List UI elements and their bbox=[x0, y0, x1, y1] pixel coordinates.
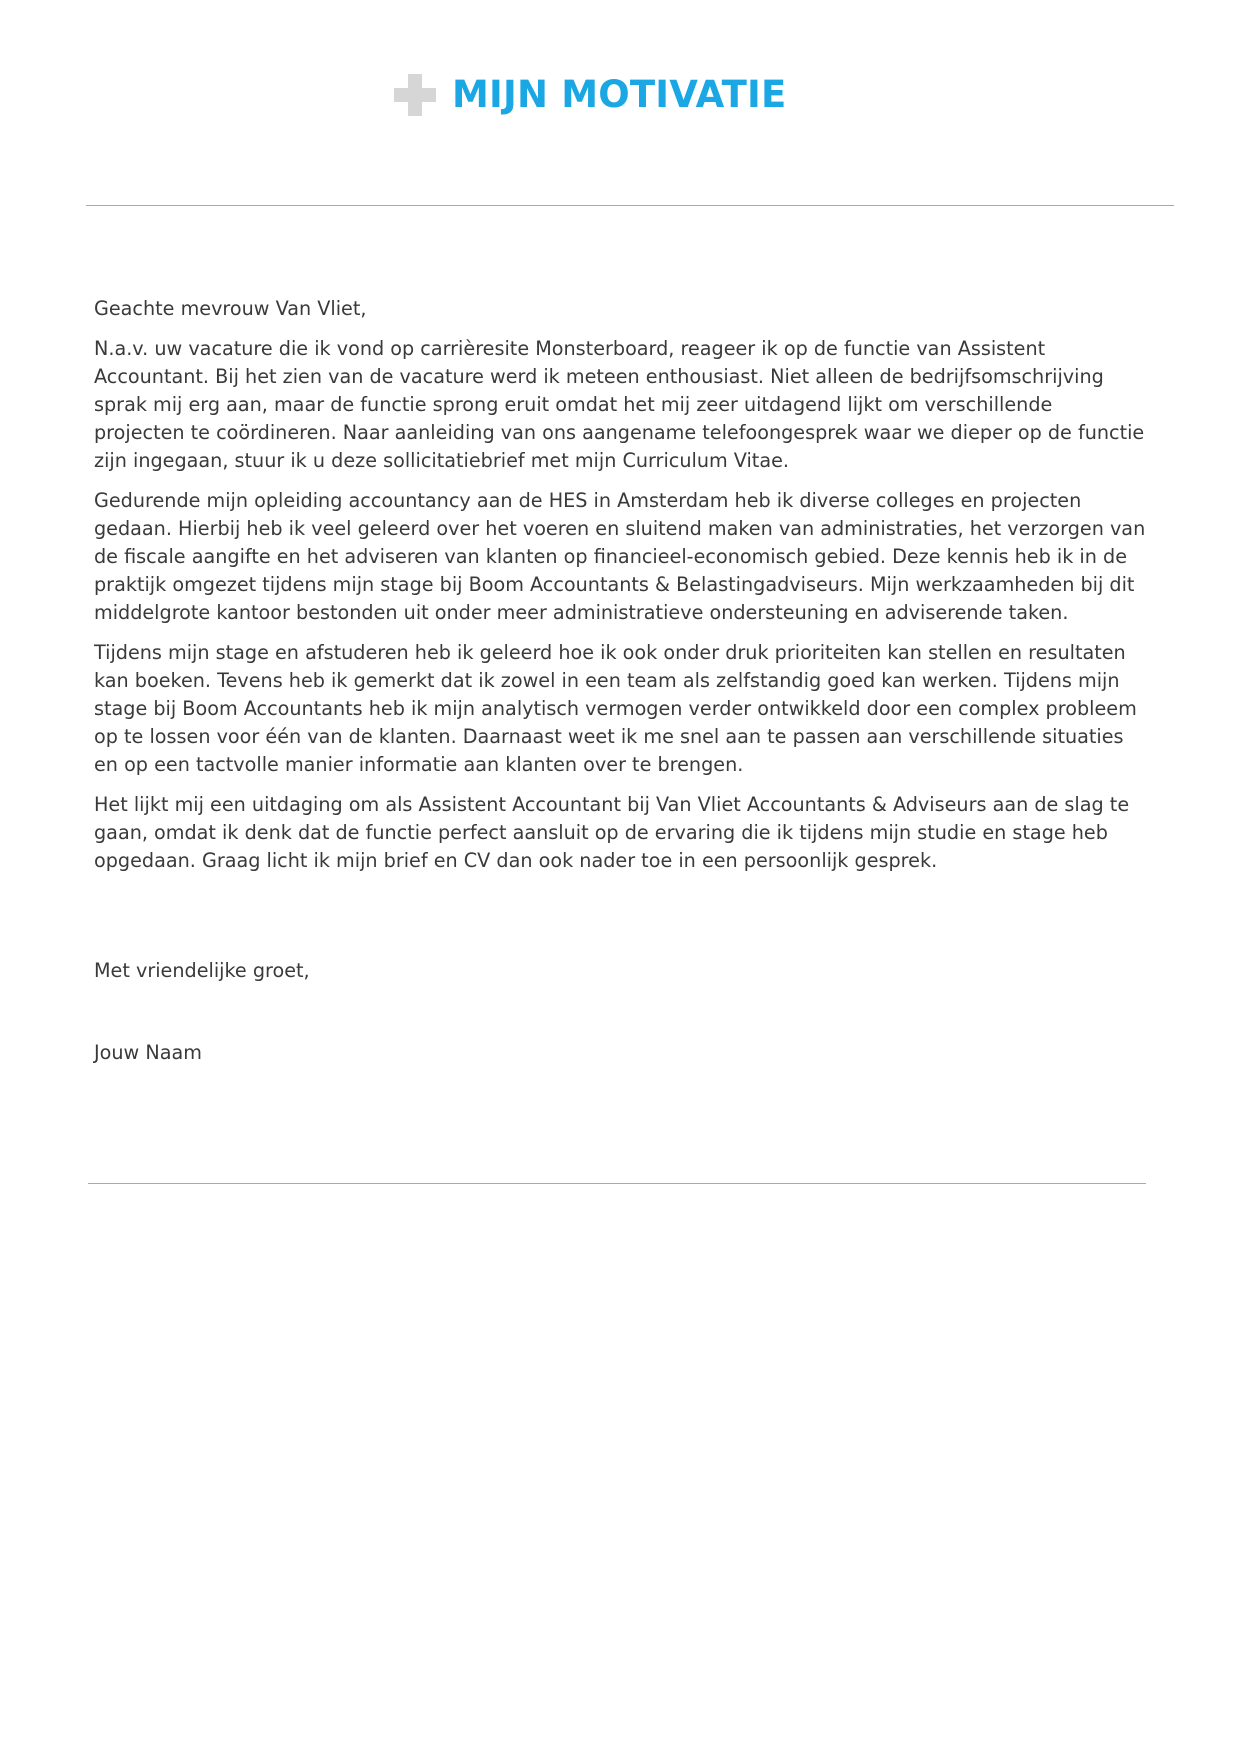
paragraph-3: Tijdens mijn stage en afstuderen heb ik geleerd hoe ik ook onder druk prioriteiten kan stellen en resultaten kan boeken. Tevens heb ik gemerkt dat ik zowel in een team als zelfstandig goed kan werken. Tijdens mijn stage bij Boom Accountants heb ik mijn analytisch vermogen verder ontwikkeld door een complex probleem op te lossen voor één van de klanten. Daarnaast weet ik me snel aan te passen aan verschillende situaties en op een tactvolle manier informatie aan klanten over te brengen. bbox=[94, 641, 1137, 776]
letter-body bbox=[94, 295, 1146, 887]
page-title: MIJN MOTIVATIE bbox=[452, 73, 787, 116]
signature-name: Jouw Naam bbox=[94, 1041, 202, 1064]
cross-icon bbox=[394, 74, 436, 116]
header bbox=[0, 66, 1240, 126]
paragraph-2: Gedurende mijn opleiding accountancy aan de HES in Amsterdam heb ik diverse colleges en projecten gedaan. Hierbij heb ik veel geleerd over het voeren en sluitend maken van administraties, het verzorgen van de fiscale aangifte en het adviseren van klanten op financieel-economisch gebied. Deze kennis heb ik in de praktijk omgezet tijdens mijn stage bij Boom Accountants & Belastingadviseurs. Mijn werkzaamheden bij dit middelgrote kantoor bestonden uit onder meer administratieve ondersteuning en adviserende taken. bbox=[94, 489, 1146, 624]
paragraph-4: Het lijkt mij een uitdaging om als Assistent Accountant bij Van Vliet Accountants & Adviseurs aan de slag te gaan, omdat ik denk dat de functie perfect aansluit op de ervaring die ik tijdens mijn studie en stage heb opgedaan. Graag licht ik mijn brief en CV dan ook nader toe in een persoonlijk gesprek. bbox=[94, 793, 1130, 872]
salutation: Geachte mevrouw Van Vliet, bbox=[94, 297, 367, 320]
closing: Met vriendelijke groet, bbox=[94, 959, 310, 982]
top-divider bbox=[86, 205, 1174, 206]
paragraph-1: N.a.v. uw vacature die ik vond op carrièresite Monsterboard, reageer ik op de functie van Assistent Accountant. Bij het zien van de vacature werd ik meteen enthousiast. Niet alleen de bedrijfsomschrijving sprak mij erg aan, maar de functie sprong eruit omdat het mij zeer uitdagend lijkt om verschillende projecten te coördineren. Naar aanleiding van ons aangename telefoongesprek waar we dieper op de functie zijn ingegaan, stuur ik u deze sollicitatiebrief met mijn Curriculum Vitae. bbox=[94, 337, 1145, 472]
bottom-divider bbox=[88, 1183, 1146, 1184]
